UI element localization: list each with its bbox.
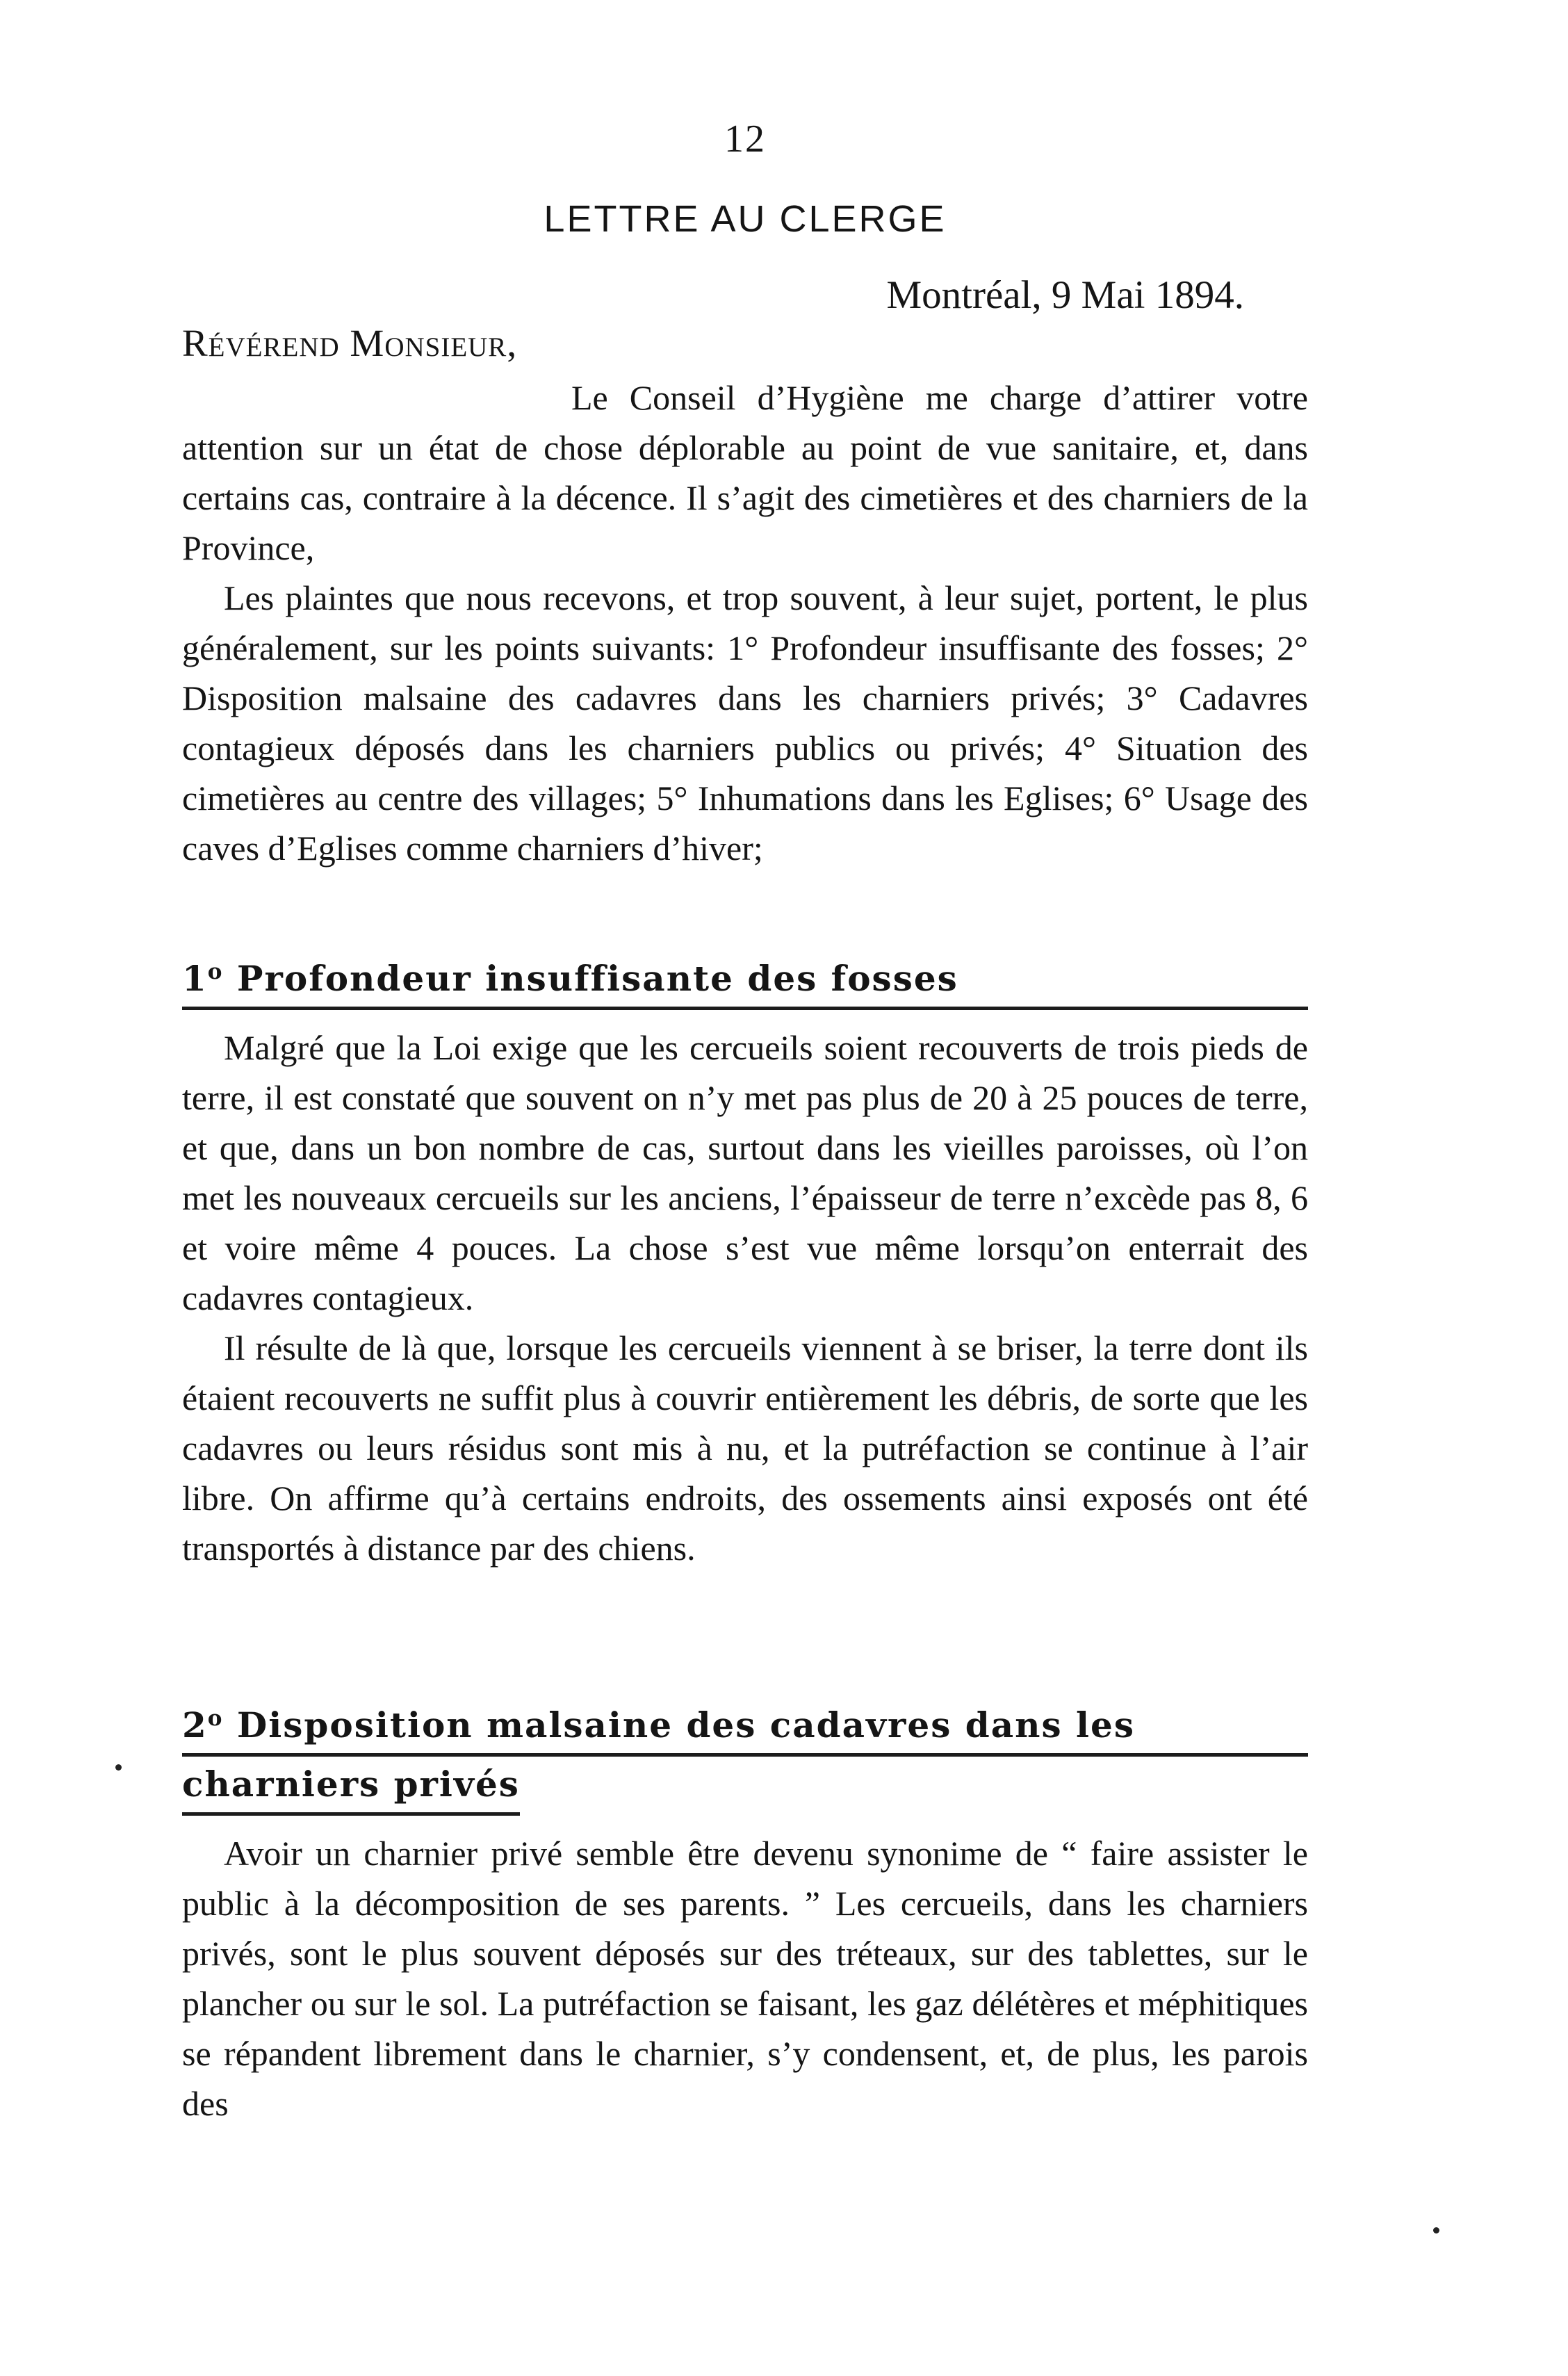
section-1-number: 1 <box>182 958 208 1000</box>
section-2-heading-line-1 <box>182 1693 1308 1757</box>
margin-speck <box>1433 2227 1439 2233</box>
intro-paragraph-1: Le Conseil d’Hygiène me charge d’attirer votre attention sur un état de chose déplorable au point de vue sanitaire, et, dans certains cas, contraire à la décence. Il s’agit des cimetières et des charniers de la Province, <box>182 378 1308 567</box>
section-2-degree: o <box>207 1706 224 1731</box>
section-1-degree: o <box>207 959 224 984</box>
section-2-heading-line-2: charniers privés <box>182 1759 520 1816</box>
section-1-paragraph-2: Il résulte de là que, lorsque les cercueils viennent à se briser, la terre dont ils étaient recouverts ne suffit plus à couvrir entièrement les débris, de sorte que les cadavres ou leurs résidus sont mis à nu, et la putréfaction se continue à l’air libre. On affirme qu’à certains endroits, des ossements ainsi exposés ont été transportés à distance par des chiens. <box>182 1328 1308 1568</box>
page-title: LETTRE AU CLERGE <box>544 198 947 240</box>
salutation: Révérend Monsieur, <box>182 322 518 364</box>
section-2 <box>182 1693 1308 2129</box>
section-2-number: 2 <box>182 1704 208 1746</box>
section-2-paragraph-1: Avoir un charnier privé semble être devenu synonime de “ faire assister le public à la décomposition de ses parents. ” Les cercueils, dans les charniers privés, sont le plus souvent déposés sur des tréteaux, sur des tablettes, sur le plancher ou sur le sol. La putréfaction se faisant, les gaz délétères et méphitiques se répandent librement dans le charnier, s’y condensent, et, de plus, les parois des <box>182 1834 1308 2124</box>
section-1 <box>182 947 1308 1573</box>
margin-speck <box>115 1764 122 1771</box>
page-number: 12 <box>724 117 766 161</box>
section-1-heading <box>182 947 1308 1010</box>
intro-section <box>182 373 1308 873</box>
section-2-heading-text: Disposition malsaine des cadavres dans les <box>236 1704 1135 1746</box>
section-1-paragraph-1: Malgré que la Loi exige que les cercueils soient recouverts de trois pieds de terre, il est constaté que souvent on n’y met pas plus de 20 à 25 pouces de terre, et que, dans un bon nombre de cas, surtout dans les vieilles paroisses, où l’on met les nouveaux cercueils sur les anciens, l’épaisseur de terre n’excède pas 8, 6 et voire même 4 pouces. La chose s’est vue même lorsqu’on enterrait des cadavres contagieux. <box>182 1028 1308 1318</box>
intro-paragraph-2: Les plaintes que nous recevons, et trop souvent, à leur sujet, portent, le plus généralement, sur les points suivants: 1° Profondeur insuffisante des fosses; 2° Disposition malsaine des cadavres dans les charniers privés; 3° Cadavres contagieux déposés dans les charniers publics ou privés; 4° Situation des cimetières au centre des villages; 5° Inhumations dans les Eglises; 6° Usage des caves d’Eglises comme charniers d’hiver; <box>182 578 1308 868</box>
dateline: Montréal, 9 Mai 1894. <box>886 273 1244 317</box>
section-1-heading-text: Profondeur insuffisante des fosses <box>236 958 958 1000</box>
